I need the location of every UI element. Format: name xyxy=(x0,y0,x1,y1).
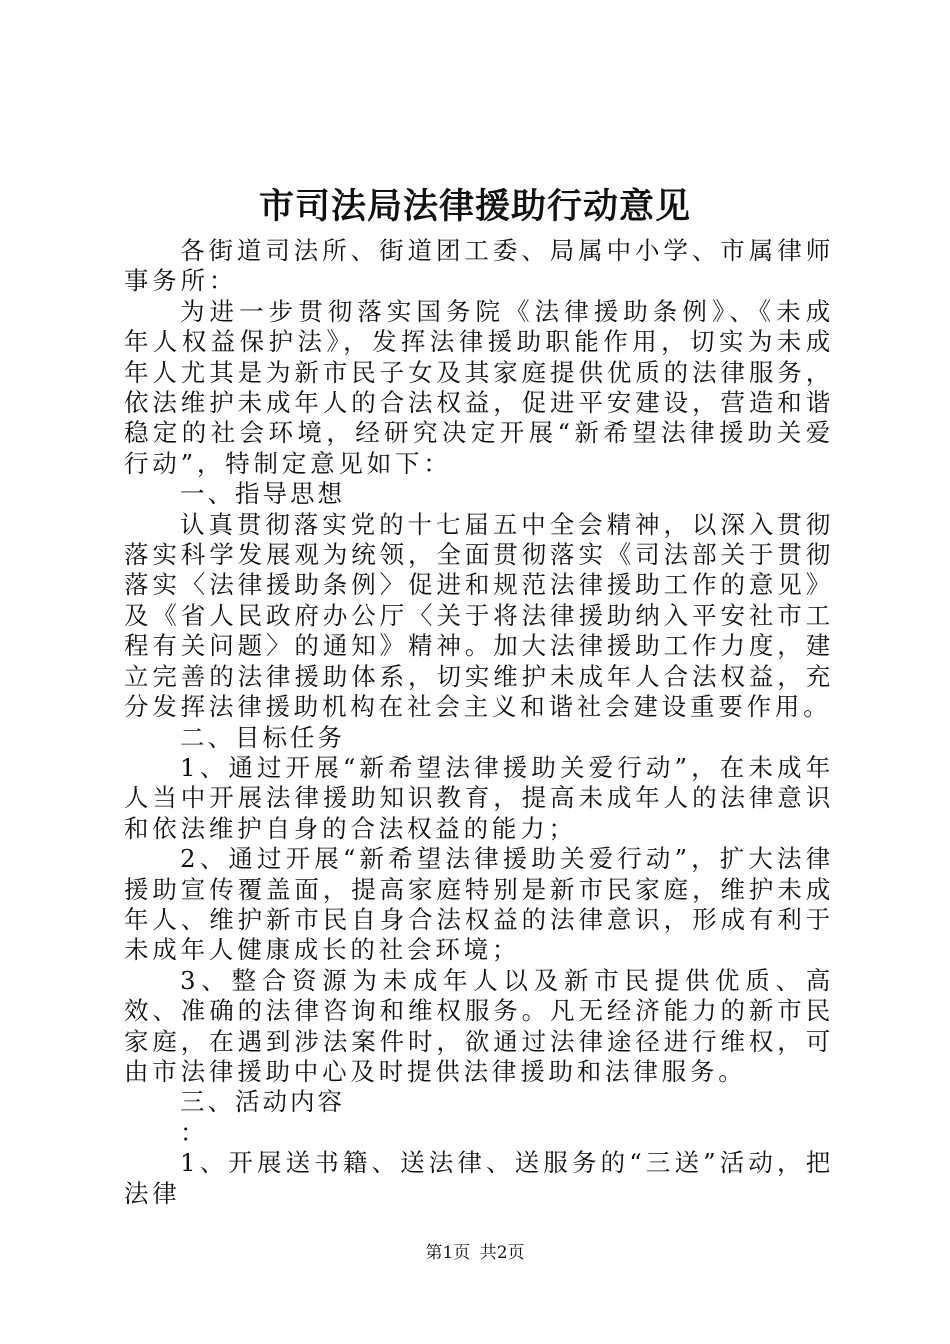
paragraph-goal-3: 3、整合资源为未成年人以及新市民提供优质、高效、准确的法律咨询和维权服务。凡无经济能力的新市民家庭，在遇到涉法案件时，欲通过法律途径进行维权，可由市法律援助中心及时提供法律援助和法律服务。 xyxy=(124,965,834,1086)
section-heading-guiding-ideology: 一、指导思想 xyxy=(180,479,345,509)
section-heading-goals: 二、目标任务 xyxy=(180,722,345,752)
paragraph-intro: 为进一步贯彻落实国务院《法律援助条例》、《未成年人权益保护法》，发挥法律援助职能作用，切实为未成年人尤其是为新市民子女及其家庭提供优质的法律服务，依法维护未成年人的合法权益，促进平安建设，营造和谐稳定的社会环境，经研究决定开展“新希望法律援助关爱行动”，特制定意见如下： xyxy=(124,296,834,478)
document-title: 市司法局法律援助行动意见 xyxy=(258,186,691,227)
page-number: 第1页 xyxy=(425,1243,471,1263)
paragraph-guiding-ideology: 认真贯彻落实党的十七届五中全会精神，以深入贯彻落实科学发展观为统领，全面贯彻落实《司法部关于贯彻落实〈法律援助条例〉促进和规范法律援助工作的意见》及《省人民政府办公厅〈关于将法律援助纳入平安社市工程有关问题〉的通知》精神。加大法律援助工作力度，建立完善的法律援助体系，切实维护未成年人合法权益，充分发挥法律援助机构在社会主义和谐社会建设重要作用。 xyxy=(124,509,834,722)
page-total: 共2页 xyxy=(479,1243,525,1263)
paragraph-activity-1: 1、开展送书籍、送法律、送服务的“三送”活动，把法律 xyxy=(124,1148,834,1208)
paragraph-addressee: 各街道司法所、街道团工委、局属中小学、市属律师事务所： xyxy=(124,236,834,296)
document-body xyxy=(124,236,834,1209)
page-footer xyxy=(0,1241,950,1265)
paragraph-goal-1: 1、通过开展“新希望法律援助关爱行动”，在未成年人当中开展法律援助知识教育，提高未成年人的法律意识和依法维护自身的合法权益的能力； xyxy=(124,752,834,843)
section-heading-activities: 三、活动内容 xyxy=(180,1087,345,1117)
paragraph-colon: ： xyxy=(180,1117,209,1147)
paragraph-goal-2: 2、通过开展“新希望法律援助关爱行动”，扩大法律援助宣传覆盖面，提高家庭特别是新市民家庭，维护未成年人、维护新市民自身合法权益的法律意识，形成有利于未成年人健康成长的社会环境； xyxy=(124,844,834,965)
